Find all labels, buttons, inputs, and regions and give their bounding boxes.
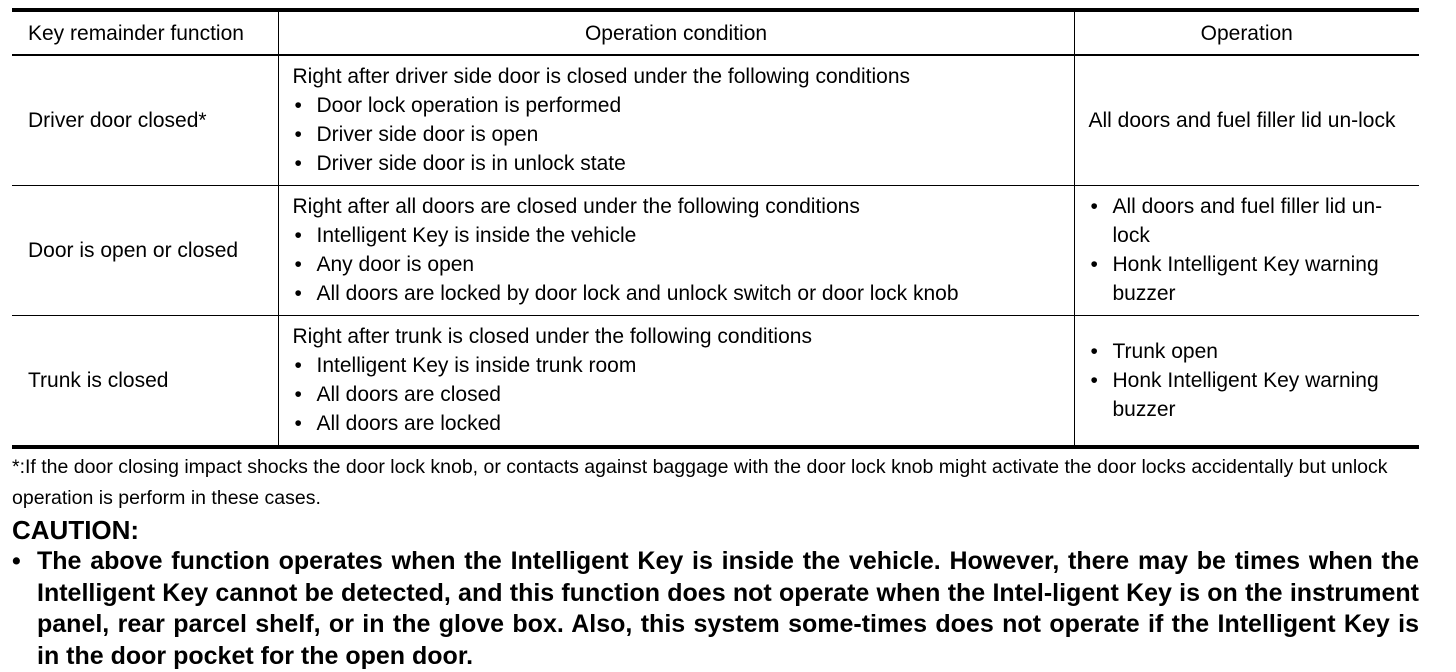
condition-intro: Right after trunk is closed under the following conditions (292, 325, 812, 348)
condition-item: • All doors are locked (293, 409, 1064, 438)
header-operation: Operation (1074, 10, 1419, 55)
condition-item: • Intelligent Key is inside trunk room (293, 351, 1064, 380)
condition-item: • Door lock operation is performed (293, 91, 1064, 120)
table-row (12, 186, 1419, 316)
condition-list (293, 351, 1064, 438)
bullet-icon: • (12, 547, 21, 575)
operation-item: • Honk Intelligent Key warning buzzer (1089, 366, 1410, 424)
condition-cell (278, 316, 1074, 448)
function-cell: Driver door closed* (12, 55, 278, 186)
document-page (12, 8, 1419, 672)
operation-item: • Trunk open (1089, 337, 1410, 366)
caution-text: The above function operates when the Intelligent Key is inside the vehicle. However, there may be times when the Intelligent Key cannot be detected, and this function does not operate when the Intel-ligent Key is on the instrument panel, rear parcel shelf, or in the glove box. Also, this system some-times does not operate if the Intelligent Key is in the door pocket for the open door. (37, 547, 1419, 670)
operation-cell (1074, 55, 1419, 186)
operation-list (1089, 192, 1410, 308)
condition-item: • Driver side door is open (293, 120, 1064, 149)
condition-item: • Intelligent Key is inside the vehicle (293, 221, 1064, 250)
key-reminder-table (12, 8, 1419, 449)
table-row (12, 316, 1419, 448)
condition-item: • Any door is open (293, 250, 1064, 279)
caution-title: CAUTION: (12, 515, 140, 545)
operation-item: • Honk Intelligent Key warning buzzer (1089, 250, 1410, 308)
operation-item: • All doors and fuel filler lid un-lock (1089, 192, 1410, 250)
condition-list (293, 91, 1064, 178)
caution-body (12, 546, 1419, 672)
condition-item: • All doors are locked by door lock and unlock switch or door lock knob (293, 279, 1064, 308)
table-row (12, 55, 1419, 186)
footnote: *:If the door closing impact shocks the door lock knob, or contacts against baggage with the door lock knob might activate the door locks accidentally but unlock operation is perform in these cases. (12, 456, 1388, 509)
condition-cell (278, 55, 1074, 186)
condition-cell (278, 186, 1074, 316)
condition-list (293, 221, 1064, 308)
header-operation-condition: Operation condition (278, 10, 1074, 55)
condition-item: • All doors are closed (293, 380, 1064, 409)
condition-item: • Driver side door is in unlock state (293, 149, 1064, 178)
function-cell: Trunk is closed (12, 316, 278, 448)
operation-list (1089, 337, 1410, 424)
header-key-remainder-function: Key remainder function (12, 10, 278, 55)
operation-text: All doors and fuel filler lid un-lock (1088, 108, 1396, 132)
operation-cell (1074, 186, 1419, 316)
operation-cell (1074, 316, 1419, 448)
condition-intro: Right after all doors are closed under the following conditions (292, 195, 860, 218)
table-header-row (12, 10, 1419, 55)
condition-intro: Right after driver side door is closed under the following conditions (292, 65, 911, 88)
function-cell: Door is open or closed (12, 186, 278, 316)
